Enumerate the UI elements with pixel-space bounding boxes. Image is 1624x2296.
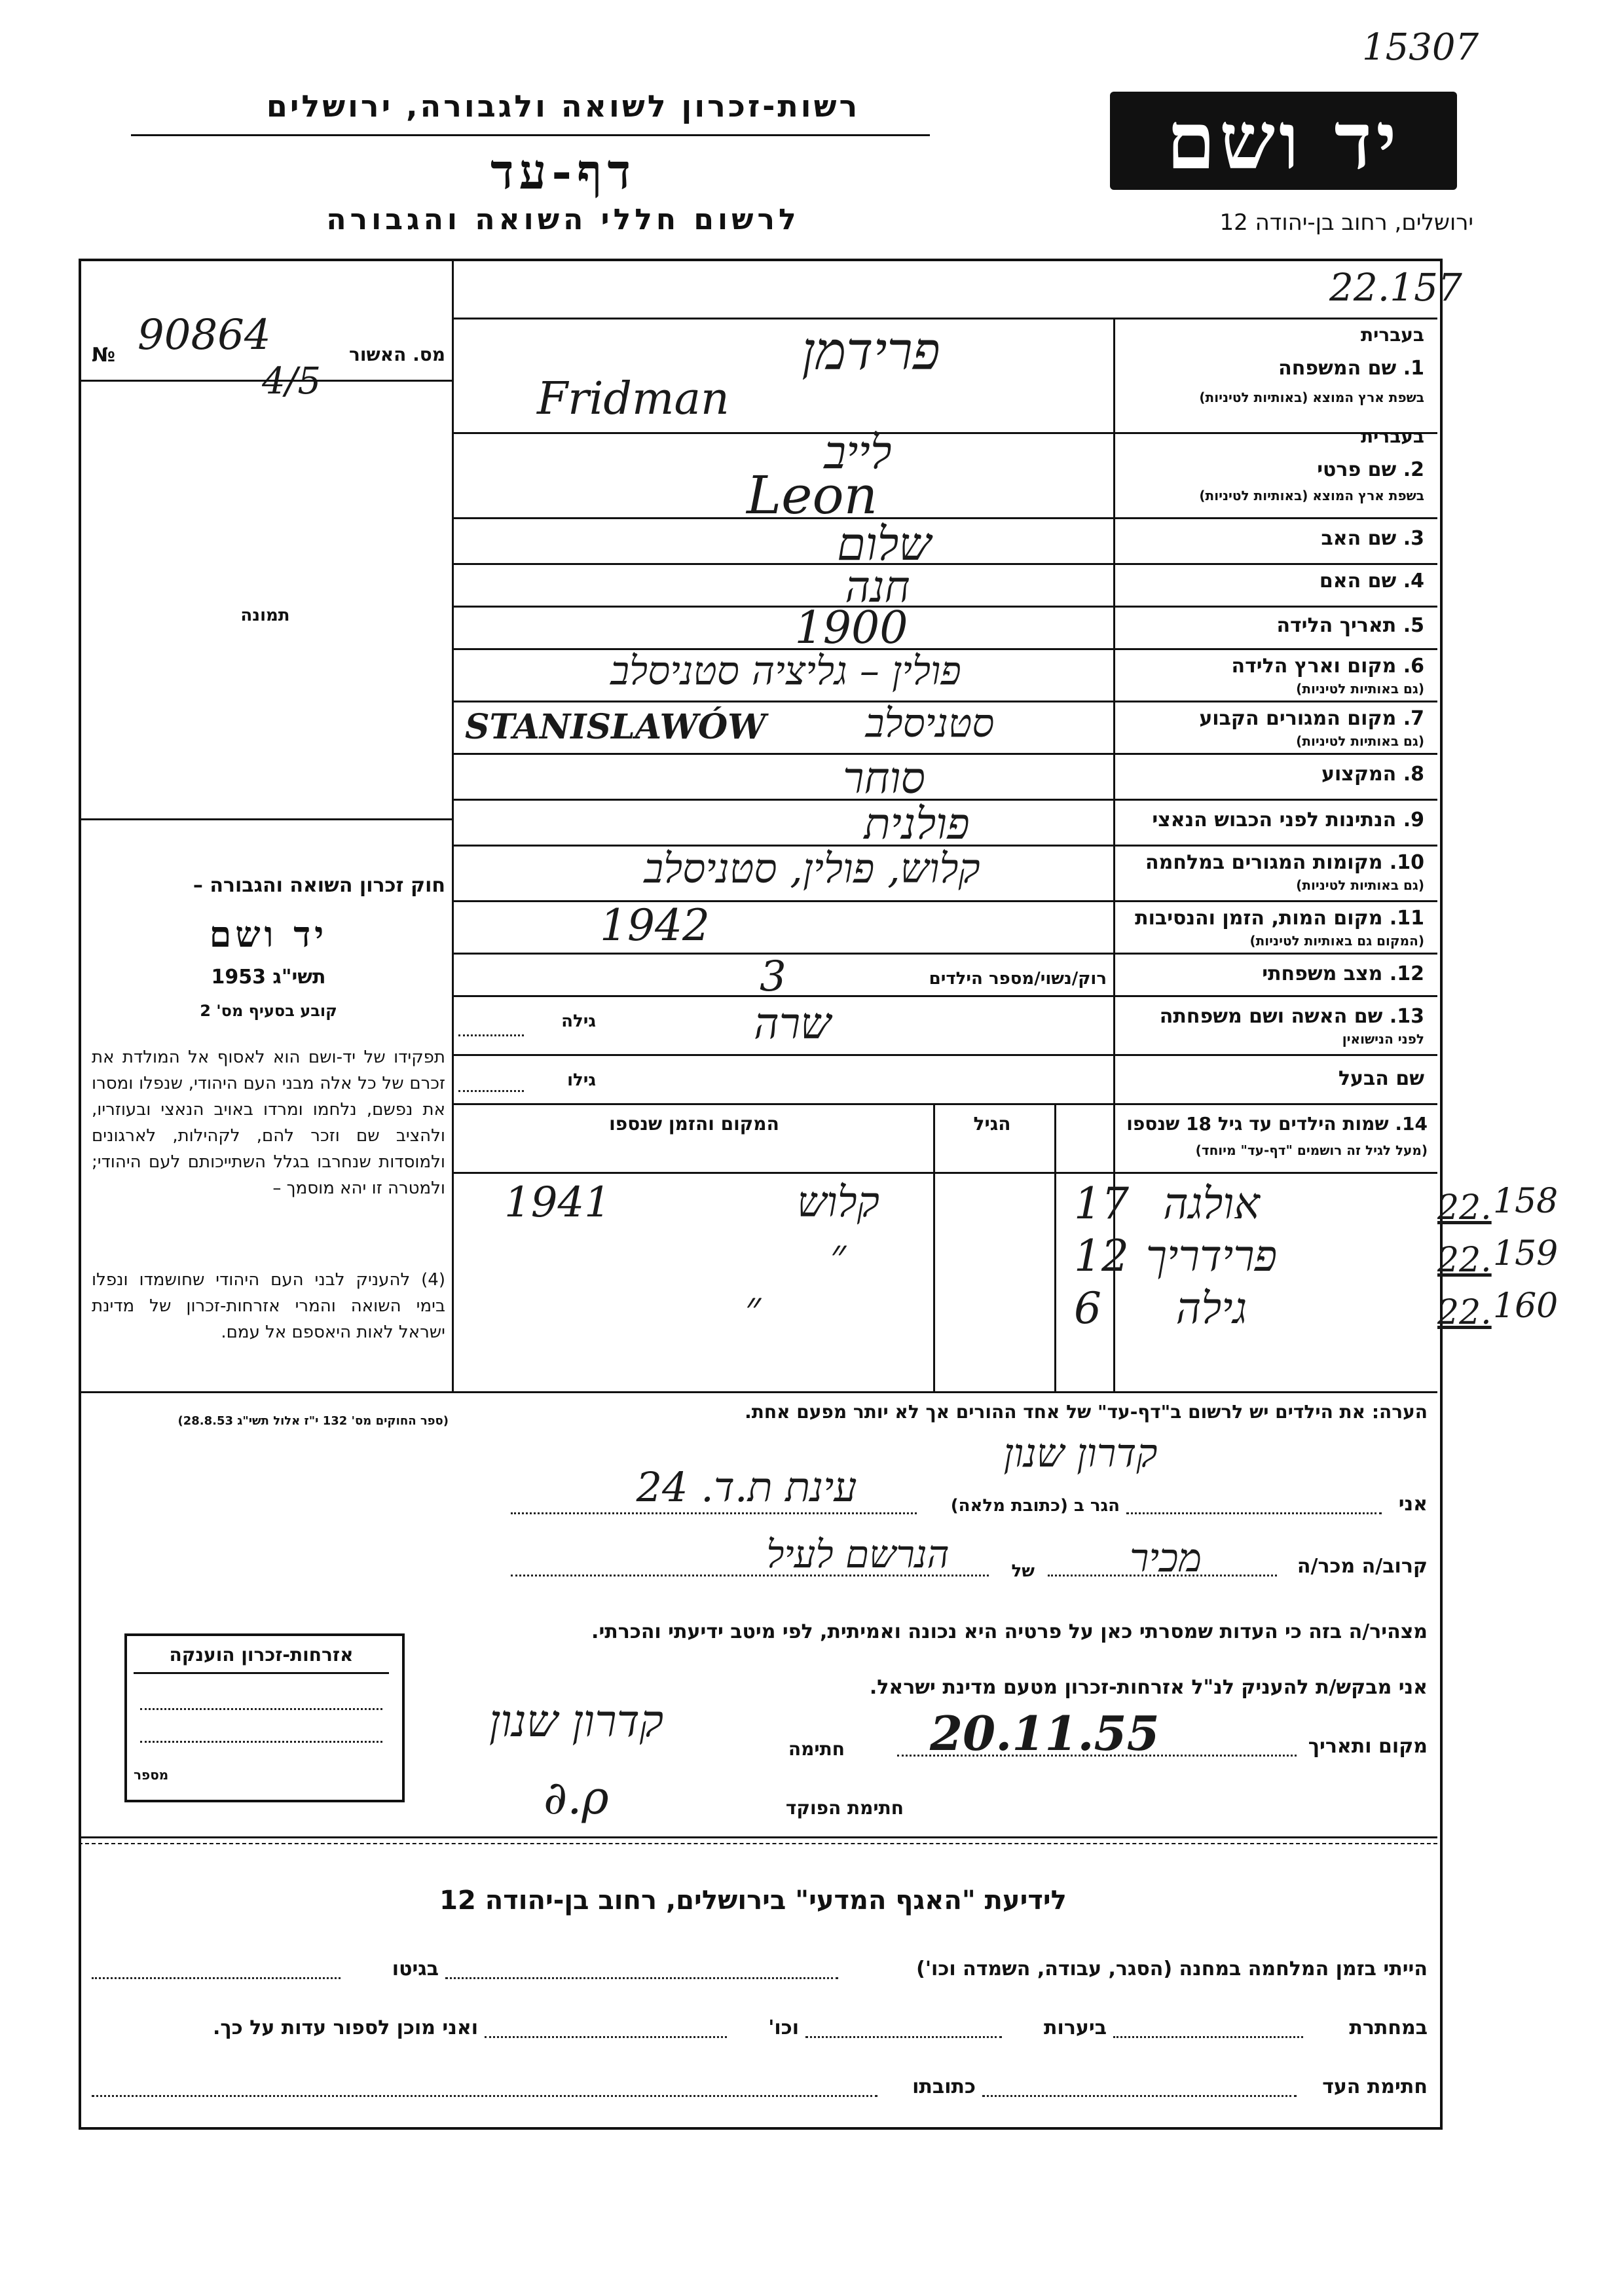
lang-label-1: בעברית [1360, 324, 1424, 346]
sub-birth-place: (גם באותיות לטיניות) [1296, 681, 1424, 697]
value-family-name-latin: Fridman [537, 373, 729, 425]
value-wife-name: שרה [754, 998, 831, 1049]
authority-name: רשות-זכרון לשואה ולגבורה, ירושלים [266, 88, 860, 124]
label-profession: 8. המקצוע [1321, 763, 1424, 786]
children-note: הערה: את הילדים יש לרשום ב"דף-עד" של אחד ההורים אך לא יותר מפעם אחת. [745, 1401, 1428, 1423]
label-marital-status: 12. מצב משפחתי [1262, 962, 1424, 985]
label-birth-date: 5. תאריך הלידה [1276, 614, 1424, 637]
logo-text: יד ושם [1166, 94, 1401, 187]
place-date-value: 20.11.55 [930, 1705, 1160, 1761]
law-year: תשי"ג 1953 [211, 966, 326, 989]
value-profession: סוחר [843, 753, 925, 803]
officer-signature: ∂.ρ [544, 1771, 609, 1825]
document-number: 15307 [1362, 26, 1479, 69]
child-age: 6 [1074, 1283, 1101, 1334]
value-family-name-hebrew: פרידמן [802, 321, 940, 382]
declarant-label: אני [1398, 1493, 1428, 1516]
children-place-header: המקום והזמן שנספו [609, 1113, 779, 1135]
law-source: (ספר החוקים מס' 132 י"ז אלול תשי"ג 28.8.53) [177, 1414, 449, 1428]
child-ref-num: 158 [1493, 1182, 1559, 1221]
value-war-residence: קלוש, פולין, סטניסלב [644, 845, 980, 892]
child-age: 17 [1074, 1178, 1129, 1229]
request-text: אני מבקש/ת להעניק לנ"ל אזרחות-זכרון מטעם מדינת ישראל. [869, 1676, 1428, 1699]
photo-label: תמונה [240, 606, 290, 625]
footer-address-label: כתובתו [912, 2075, 976, 2098]
value-residence-latin: STANISLAWÓW [465, 707, 766, 747]
signature-value: קדרון שנון [489, 1696, 664, 1747]
child-place: קלוש [797, 1178, 879, 1227]
value-first-name-latin: Leon [747, 465, 878, 526]
child-name: פרידריך [1145, 1231, 1278, 1281]
law-title: חוק זכרון השואה והגבורה – [193, 874, 445, 897]
child-ref-num: 160 [1493, 1286, 1559, 1326]
law-name: יד ושם [209, 913, 328, 955]
relation-value: מכיר [1129, 1535, 1202, 1581]
label-father-name: 3. שם האב [1321, 527, 1424, 550]
law-text-2: (4) להעניק לבני העם היהודי שחושמדו ונפלו בימי השואה והמרי אזרחות-זכרון של מדינת ישראל לאות היאספם אל עמם. [92, 1270, 445, 1342]
sub-first-name: בשפת ארץ המוצא (באותיות לטיניות) [1199, 488, 1424, 503]
footer-camp-label: הייתי בזמן המלחמה במחנה (הסגר, עבודה, השמדה וכו') [916, 1958, 1428, 1980]
value-birth-date: 1900 [794, 602, 908, 654]
sub-death-place: (המקום גם באותיות לטיניות) [1249, 933, 1424, 949]
signature-label: חתימה [788, 1738, 845, 1760]
value-residence-hebrew: סטניסלב [865, 701, 995, 746]
wife-age-label: גילה [561, 1011, 596, 1031]
declarant-name-top: קדרון שנון [1003, 1430, 1158, 1476]
of-label: של [1011, 1561, 1035, 1581]
label-citizenship: 9. הנתינות לפני הכבוש הנאצי [1152, 809, 1424, 831]
citizenship-box [124, 1633, 405, 1802]
value-father-name: שלום [837, 517, 931, 571]
footer-ghetto-label: בגיטו [392, 1958, 439, 1980]
child-name: גילה [1175, 1283, 1247, 1334]
sub-family-name: בשפת ארץ המוצא (באותיות לטיניות) [1199, 390, 1424, 405]
footer-forests-label: ביערות [1044, 2016, 1107, 2039]
residing-label: הגר ב (כתובת מלאה) [950, 1496, 1120, 1516]
child-ref-num: 159 [1493, 1234, 1559, 1273]
value-death-date: 1942 [600, 900, 710, 951]
child-place: ״ [745, 1283, 762, 1332]
value-children-count: 3 [760, 953, 786, 1001]
footer-etc-label: וכו' [768, 2016, 799, 2039]
relation-label: קרוב/ה מכר/ה [1297, 1555, 1428, 1578]
label-residence: 7. מקום המגורים הקבוע [1199, 707, 1424, 730]
child-age: 12 [1074, 1231, 1129, 1281]
approval-no-sign: № [92, 344, 116, 367]
children-header: 14. שמות הילדים עד גיל 18 שנספו [1126, 1113, 1428, 1135]
approval-label: מס. האשור [349, 344, 445, 365]
label-family-name: 1. שם המשפחה [1278, 357, 1424, 380]
value-birth-place: פולין – גליציה סטניסלב [610, 648, 961, 694]
approval-value: 90864 [138, 311, 271, 359]
husband-age-label: גילו [567, 1070, 596, 1090]
marital-status-options: רוק/נשוי/מספר הילדים [929, 969, 1107, 989]
label-wife-name: 13. שם האשה ושם משפחתה [1159, 1005, 1424, 1028]
child-ref: 22. [1437, 1293, 1492, 1332]
address: ירושלים, רחוב בן-יהודה 12 [1219, 210, 1473, 236]
value-mother-name: חנה [845, 562, 910, 612]
child-place: ״ [830, 1231, 847, 1279]
label-death-place: 11. מקום המות, הזמן והנסיבות [1135, 907, 1424, 930]
footer-testify-label: ואני מוכן לספור עדות על כך. [213, 2016, 478, 2039]
place-date-label: מקום ותאריך [1308, 1735, 1428, 1758]
approval-suffix: 4/5 [262, 360, 322, 403]
law-text-1: תפקידו של יד-ושם הוא לאסוף אל המולדת את זכרם של כל אלה מבני העם היהודי, שנפלו ומסרו את נפשם, נלחמו ומרדו באויב הנאצי ובעוזריו, ולהציב שם וזכר להם, לקהילות, לארגונים ולמוסדות שנחרבו בגלל השתייכותם לעם היהודי; ולמטרה זו יהא מוסמך – [92, 1048, 445, 1198]
footer-underground-label: במחתרת [1349, 2016, 1428, 2039]
footer-witness-signature-label: חתימת העד [1322, 2075, 1428, 2098]
value-citizenship: פולנית [864, 799, 970, 849]
page-title: דף-עד [490, 144, 637, 200]
child-year: 1941 [504, 1178, 611, 1227]
child-name: אולגה [1163, 1178, 1260, 1229]
subtitle: לרשום חללי השואה והגבורה [326, 203, 800, 236]
label-first-name: 2. שם פרטי [1317, 458, 1424, 481]
yad-vashem-logo [1110, 92, 1457, 190]
law-clause: קובע בסעיף מס' 2 [200, 1002, 337, 1020]
children-subheader: (מעל לגיל זה רושמים "דף-עד" מיוחד) [1195, 1142, 1428, 1158]
lang-label-2: בעברית [1360, 426, 1424, 447]
children-age-header: הגיל [973, 1113, 1011, 1135]
label-husband-name: שם הבעל [1338, 1067, 1424, 1090]
declaration-text: מצהיר/ה בזה כי העדות שמסרתי כאן על פרטיה היא נכונה ואמיתית, לפי מיטב ידיעתי והכרתי. [591, 1620, 1428, 1643]
label-birth-place: 6. מקום וארץ הלידה [1231, 655, 1424, 678]
officer-label: חתימת הפוקד [785, 1797, 904, 1819]
sub-residence: (גם באותיות לטיניות) [1296, 733, 1424, 749]
citizenship-box-title: אזרחות-זכרון הוענקה [134, 1644, 389, 1674]
child-ref: 22. [1437, 1241, 1492, 1280]
label-war-residence: 10. מקומות המגורים במלחמה [1145, 851, 1424, 874]
child-ref: 22. [1437, 1188, 1492, 1228]
corner-number: 22.157 [1329, 265, 1462, 310]
of-value: הנרשם לעיל [766, 1532, 950, 1576]
footer-title: לידיעת "האגף המדעי" בירושלים, רחוב בן-יהודה 12 [439, 1886, 1067, 1916]
citizenship-box-footer: מספר [134, 1767, 169, 1783]
value-first-name-hebrew: לייב [824, 426, 892, 479]
residing-value: עינת ת.ד. 24 [636, 1463, 857, 1511]
label-mother-name: 4. שם האם [1319, 570, 1424, 592]
sub-wife-name: לפני הנישואין [1342, 1031, 1424, 1047]
sub-war-residence: (גם באותיות לטיניות) [1296, 877, 1424, 893]
